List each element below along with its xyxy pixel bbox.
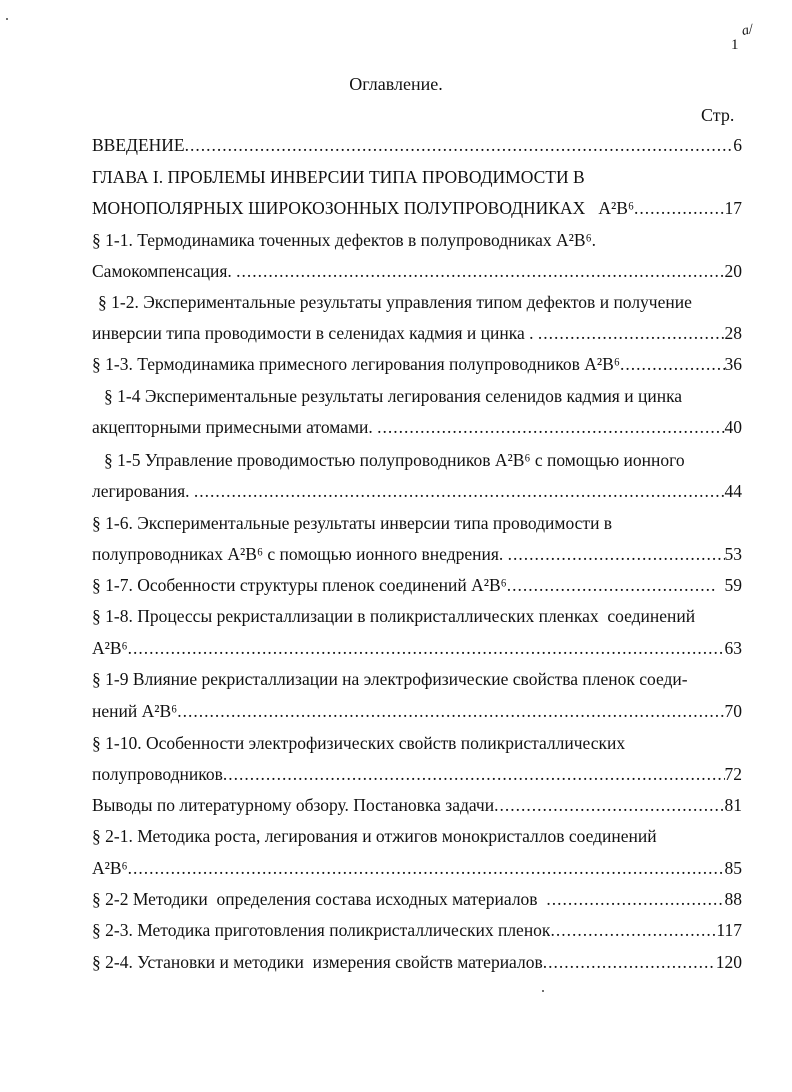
- toc-leader-dots: [194, 478, 725, 504]
- toc-line-text: § 2-2 Методики определения состава исходных материалов: [92, 889, 547, 909]
- toc-line-text: § 1-1. Термодинамика точенных дефектов в полупроводниках A²B⁶.: [92, 230, 597, 250]
- toc-line: [92, 320, 742, 346]
- toc-page-number: 44: [724, 481, 742, 501]
- toc-line: [92, 949, 742, 975]
- toc-line: [92, 195, 742, 221]
- toc-line-text: § 1-5 Управление проводимостью полупроводников A²B⁶ с помощью ионного: [104, 450, 685, 470]
- toc-leader-dots: [177, 698, 724, 724]
- toc-line: [92, 635, 742, 661]
- toc-line: [92, 447, 742, 473]
- toc-line-text: A²B⁶: [92, 858, 128, 878]
- toc-line: [92, 351, 742, 377]
- toc-page-number: 85: [724, 858, 742, 878]
- toc-page-number: 117: [716, 920, 742, 940]
- toc-line: [92, 289, 742, 315]
- toc-line-text: акцепторными примесными атомами.: [92, 417, 378, 437]
- toc-line-text: Самокомпенсация.: [92, 261, 237, 281]
- toc-leader-dots: [128, 635, 725, 661]
- toc-page-number: 40: [724, 417, 742, 437]
- toc-line-text: § 1-10. Особенности электрофизических свойств поликристаллических: [92, 733, 626, 753]
- toc-leader-dots: [620, 351, 725, 377]
- toc-line: [92, 855, 742, 881]
- toc-page-number: 28: [724, 323, 742, 343]
- toc-line-text: полупроводниках A²B⁶ с помощью ионного внедрения.: [92, 544, 508, 564]
- toc-line-text: § 1-2. Экспериментальные результаты управления типом дефектов и получение: [98, 292, 692, 312]
- toc-line: [92, 761, 742, 787]
- toc-line-text: полупроводников: [92, 764, 223, 784]
- toc-line: [92, 823, 742, 849]
- toc-page-number: 36: [724, 354, 742, 374]
- toc-page-number: 17: [724, 198, 742, 218]
- toc-line: [92, 414, 742, 440]
- toc-leader-dots: [546, 886, 724, 912]
- toc-line-text: § 2-3. Методика приготовления поликристаллических пленок: [92, 920, 551, 940]
- toc-leader-dots: [236, 258, 724, 284]
- handwritten-mark: а/: [740, 22, 755, 39]
- toc-line: [92, 730, 742, 756]
- scan-speck: [6, 18, 8, 20]
- toc-line-text: ВВЕДЕНИЕ: [92, 135, 185, 155]
- toc-page-number: 81: [724, 795, 742, 815]
- toc-leader-dots: [494, 792, 724, 818]
- toc-line: [92, 666, 742, 692]
- toc-leader-dots: [185, 132, 734, 158]
- toc-page-number: 6: [733, 135, 742, 155]
- toc-line-text: § 1-3. Термодинамика примесного легирования полупроводников A²B⁶: [92, 354, 620, 374]
- page-column-label: Стр.: [701, 105, 735, 125]
- toc-line-text: § 1-7. Особенности структуры пленок соединений A²B⁶: [92, 575, 507, 595]
- toc-line-text: § 2-1. Методика роста, легирования и отжигов монокристаллов соединений: [92, 826, 657, 846]
- toc-line-text: инверсии типа проводимости в селенидах кадмия и цинка .: [92, 323, 538, 343]
- toc-leader-dots: [377, 414, 724, 440]
- toc-leader-dots: [550, 917, 716, 943]
- toc-leader-dots: [128, 855, 725, 881]
- toc-line: [92, 227, 742, 253]
- toc-line-text: Выводы по литературному обзору. Постановка задачи: [92, 795, 495, 815]
- toc-line-text: ГЛАВА I. ПРОБЛЕМЫ ИНВЕРСИИ ТИПА ПРОВОДИМОСТИ В: [92, 167, 585, 187]
- toc-line: [92, 164, 742, 190]
- toc-page-number: 120: [715, 952, 742, 972]
- toc-line-text: легирования.: [92, 481, 194, 501]
- toc-line: [92, 383, 742, 409]
- toc-page-number: 88: [724, 889, 742, 909]
- toc-line-text: МОНОПОЛЯРНЫХ ШИРОКОЗОННЫХ ПОЛУПРОВОДНИКАХ A²B⁶: [92, 198, 635, 218]
- toc-leader-dots: [634, 195, 724, 221]
- toc-line-text: § 1-6. Экспериментальные результаты инверсии типа проводимости в: [92, 513, 613, 533]
- toc-page-number: 59: [715, 575, 742, 595]
- toc-line: [92, 792, 742, 818]
- toc-line: [92, 541, 742, 567]
- toc-page-number: 70: [724, 701, 742, 721]
- scan-speck: [542, 990, 544, 992]
- toc-line-text: § 1-8. Процессы рекристаллизации в поликристаллических пленках соединений: [92, 606, 696, 626]
- toc-line: [92, 258, 742, 284]
- toc-leader-dots: [538, 320, 725, 346]
- toc-line: [92, 917, 742, 943]
- toc-leader-dots: [507, 572, 716, 598]
- toc-page-number: 63: [724, 638, 742, 658]
- toc-page-number: 53: [724, 544, 742, 564]
- toc-line-text: § 1-4 Экспериментальные результаты легирования селенидов кадмия и цинка: [104, 386, 683, 406]
- toc-line: [92, 886, 742, 912]
- toc-line-text: § 1-9 Влияние рекристаллизации на электрофизические свойства пленок соеди-: [92, 669, 688, 689]
- toc-line: [92, 603, 742, 629]
- page-number: 1: [731, 37, 739, 53]
- toc-line: [92, 698, 742, 724]
- toc-page-number: 72: [724, 764, 742, 784]
- toc-leader-dots: [508, 541, 725, 567]
- toc-line: [92, 572, 742, 598]
- page-title: Оглавление.: [349, 74, 443, 94]
- toc-line-text: A²B⁶: [92, 638, 128, 658]
- toc-leader-dots: [543, 949, 716, 975]
- toc-line: [92, 132, 742, 158]
- toc-line-text: нений A²B⁶: [92, 701, 178, 721]
- toc-page-number: 20: [724, 261, 742, 281]
- toc-line: [92, 478, 742, 504]
- toc-leader-dots: [223, 761, 725, 787]
- toc-line-text: § 2-4. Установки и методики измерения свойств материалов: [92, 952, 543, 972]
- toc-line: [92, 510, 742, 536]
